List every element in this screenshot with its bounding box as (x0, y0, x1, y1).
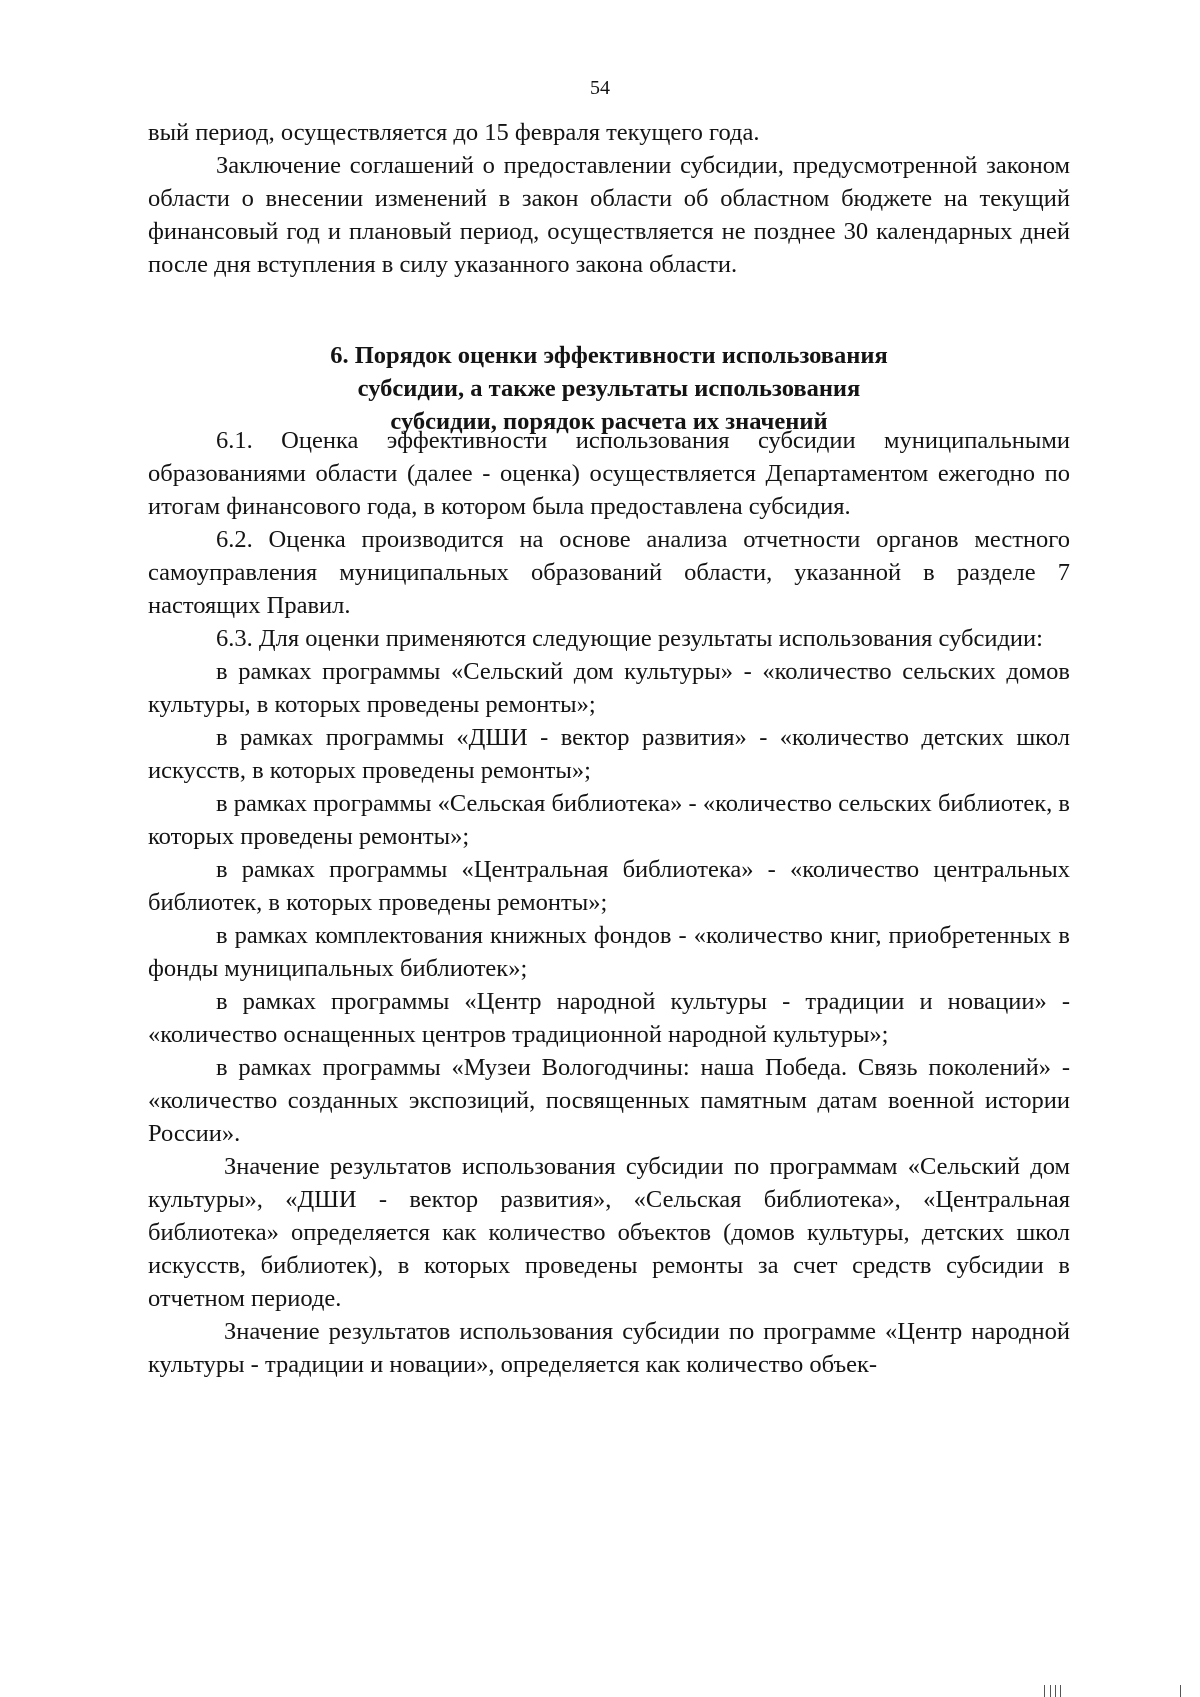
section-heading-line: 6. Порядок оценки эффективности использования (330, 342, 888, 369)
paragraph-result-values: Значение результатов использования субсидии по программам «Сельский дом культуры», «ДШИ - вектор развития», «Сельская библиотека», «Центральная библиотека» определяется как количество объектов (домов культуры, детских школ искусств, библиотек), в которых проведены ремонты за счет средств субсидии в отчетном периоде. (148, 1153, 1070, 1312)
list-item-rural-library: в рамках программы «Сельская библиотека» - «количество сельских библиотек, в которых проведены ремонты»; (148, 790, 1070, 850)
page-number: 54 (590, 77, 610, 99)
scan-edge-marks (1040, 1683, 1200, 1697)
section-heading-line: субсидии, а также результаты использования (357, 375, 861, 402)
intro-text (148, 116, 1070, 281)
paragraph-continuation: вый период, осуществляется до 15 февраля текущего года. (148, 119, 760, 146)
paragraph-6-1: 6.1. Оценка эффективности использования субсидии муниципальными образованиями области (далее - оценка) осуществляется Департаментом ежегодно по итогам финансового года, в котором была предоставлена субсидия. (148, 427, 1070, 520)
list-item-museums: в рамках программы «Музеи Вологодчины: наша Победа. Связь поколений» - «количество созданных экспозиций, посвященных памятным датам военной истории России». (148, 1054, 1070, 1147)
paragraph-6-3: 6.3. Для оценки применяются следующие результаты использования субсидии: (216, 625, 1043, 652)
paragraph-agreements: Заключение соглашений о предоставлении субсидии, предусмотренной законом области о внесении изменений в закон области об областном бюджете на текущий финансовый год и плановый период, осуществляется не позднее 30 календарных дней после дня вступления в силу указанного закона области. (148, 152, 1070, 278)
section-body (148, 424, 1070, 1381)
list-item-rural-culture-house: в рамках программы «Сельский дом культуры» - «количество сельских домов культуры, в которых проведены ремонты»; (148, 658, 1070, 718)
paragraph-folk-culture-value: Значение результатов использования субсидии по программе «Центр народной культуры - традиции и новации», определяется как количество объек- (148, 1318, 1070, 1378)
list-item-folk-culture-center: в рамках программы «Центр народной культуры - традиции и новации» - «количество оснащенных центров традиционной народной культуры»; (148, 988, 1070, 1048)
section-heading-line: субсидии, порядок расчета их значений (390, 408, 828, 435)
list-item-art-schools: в рамках программы «ДШИ - вектор развития» - «количество детских школ искусств, в которых проведены ремонты»; (148, 724, 1070, 784)
list-item-central-library: в рамках программы «Центральная библиотека» - «количество центральных библиотек, в которых проведены ремонты»; (148, 856, 1070, 916)
list-item-book-funds: в рамках комплектования книжных фондов - «количество книг, приобретенных в фонды муниципальных библиотек»; (148, 922, 1070, 982)
paragraph-6-2: 6.2. Оценка производится на основе анализа отчетности органов местного самоуправления муниципальных образований области, указанной в разделе 7 настоящих Правил. (148, 526, 1070, 619)
